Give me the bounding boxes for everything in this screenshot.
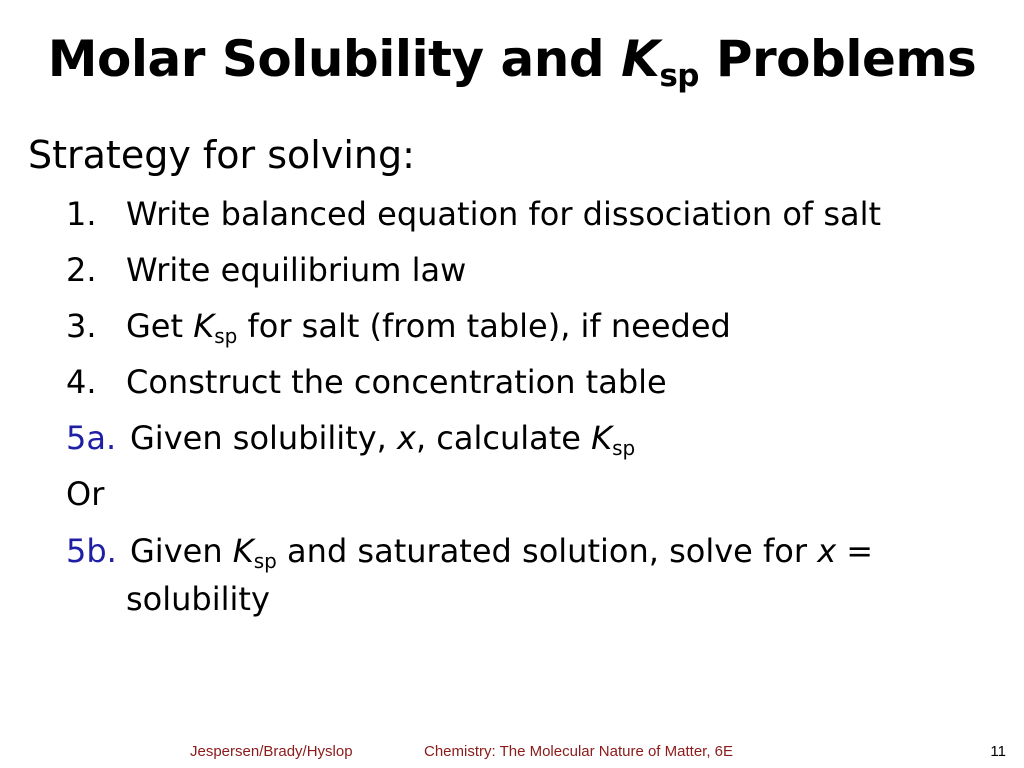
step-3-pre: Get <box>126 307 194 345</box>
step-5b-mid: and saturated solution, solve for <box>276 532 818 570</box>
step-2-text: Write equilibrium law <box>126 251 467 289</box>
step-5a-k-symbol: K <box>591 419 613 457</box>
title-text-after: Problems <box>698 30 977 88</box>
step-3-k-symbol: K <box>193 307 215 345</box>
step-3 <box>66 305 731 347</box>
step-2 <box>66 249 466 291</box>
step-3-post: for salt (from table), if needed <box>237 307 731 345</box>
step-5b-post: = <box>836 532 874 570</box>
title-text-before: Molar Solubility and <box>47 30 622 88</box>
step-or-text: Or <box>66 475 105 513</box>
step-5b <box>66 530 873 572</box>
step-5a-mid: , calculate <box>415 419 592 457</box>
step-5a-k-subscript: sp <box>612 436 636 460</box>
step-5b-number: 5b. <box>66 532 117 570</box>
step-5a-number: 5a. <box>66 419 117 457</box>
step-1-number: 1. <box>66 195 97 233</box>
step-1 <box>66 193 881 235</box>
step-or <box>66 473 104 515</box>
step-5b-k-subscript: sp <box>253 549 277 573</box>
step-5a-x-symbol: x <box>397 419 416 457</box>
step-5a <box>66 417 635 459</box>
step-5b-continuation: solubility <box>126 580 270 618</box>
step-2-number: 2. <box>66 251 97 289</box>
title-k-symbol: K <box>621 30 660 88</box>
step-3-k-subscript: sp <box>214 324 238 348</box>
step-5b-k-symbol: K <box>232 532 254 570</box>
page-number: 11 <box>990 743 1006 760</box>
slide-title <box>0 26 1024 92</box>
step-4-number: 4. <box>66 363 97 401</box>
step-5b-x-symbol: x <box>817 532 837 570</box>
footer-book-title: Chemistry: The Molecular Nature of Matter, 6E <box>424 743 734 760</box>
step-4 <box>66 361 667 403</box>
strategy-heading: Strategy for solving: <box>28 133 415 177</box>
step-5b-pre: Given <box>130 532 233 570</box>
footer-authors: Jespersen/Brady/Hyslop <box>190 743 353 760</box>
step-5a-pre: Given solubility, <box>130 419 397 457</box>
step-1-text: Write balanced equation for dissociation of salt <box>126 195 882 233</box>
step-3-number: 3. <box>66 307 97 345</box>
step-4-text: Construct the concentration table <box>126 363 667 401</box>
title-k-subscript: sp <box>659 58 699 94</box>
